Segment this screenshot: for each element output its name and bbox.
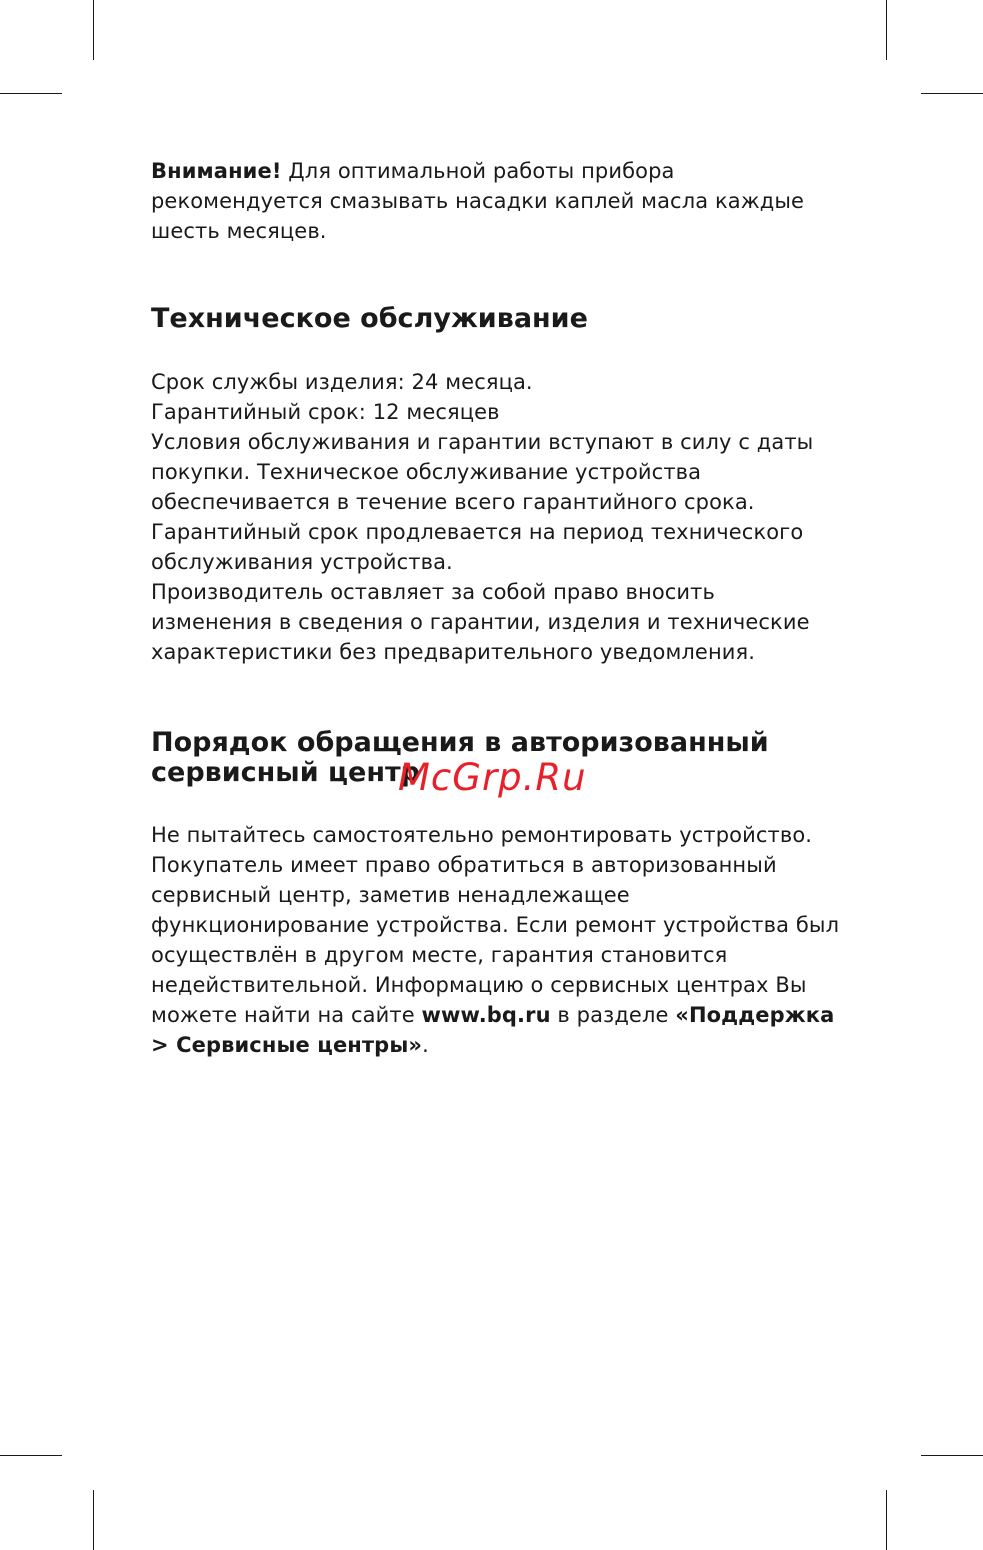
crop-mark-top-left-vertical <box>93 0 94 60</box>
crop-mark-top-right-vertical <box>886 0 887 60</box>
attention-label: Внимание! <box>151 159 282 183</box>
service-text-end: . <box>422 1033 429 1057</box>
crop-mark-top-right-horizontal <box>921 93 983 94</box>
crop-mark-bottom-right-horizontal <box>921 1455 983 1456</box>
maintenance-body <box>151 367 841 667</box>
warranty-period-line: Гарантийный срок: 12 месяцев <box>151 400 500 424</box>
crop-mark-top-left-horizontal <box>0 93 62 94</box>
service-text-middle: в разделе <box>550 1003 676 1027</box>
crop-mark-bottom-right-vertical <box>886 1490 887 1550</box>
support-section-name: «Поддержка > Сервисные центры» <box>151 1003 835 1057</box>
service-center-heading: Порядок обращения в авторизованный сервисный центр <box>151 727 769 788</box>
crop-mark-bottom-left-vertical <box>93 1490 94 1550</box>
crop-mark-bottom-left-horizontal <box>0 1455 62 1456</box>
service-life-line: Срок службы изделия: 24 месяца. <box>151 370 533 394</box>
attention-paragraph <box>151 156 841 246</box>
attention-text: Для оптимальной работы прибора рекомендуется смазывать насадки каплей масла каждые шесть месяцев. <box>151 159 805 243</box>
website-link[interactable]: www.bq.ru <box>421 1003 551 1027</box>
service-center-paragraph <box>151 820 841 1060</box>
watermark-text: McGrp.Ru <box>398 756 587 799</box>
page-content <box>151 156 841 1060</box>
service-text-before-site: Не пытайтесь самостоятельно ремонтировать устройство. Покупатель имеет право обратиться в авторизованный сервисный центр, заметив ненадлежащее функционирование устройства. Если ремонт устройства был осуществлён в другом месте, гарантия становится недействительной. Информацию о сервисных центрах Вы можете найти на сайте <box>151 823 840 1027</box>
warranty-conditions-paragraph: Условия обслуживания и гарантии вступают в силу с даты покупки. Техническое обслуживание устройства обеспечивается в течение всего гарантийного срока. Гарантийный срок продлевается на период технического обслуживания устройства. <box>151 430 814 574</box>
maintenance-heading: Техническое обслуживание <box>151 303 588 334</box>
manufacturer-rights-paragraph: Производитель оставляет за собой право вносить изменения в сведения о гарантии, изделия и технические характеристики без предварительного уведомления. <box>151 580 810 664</box>
